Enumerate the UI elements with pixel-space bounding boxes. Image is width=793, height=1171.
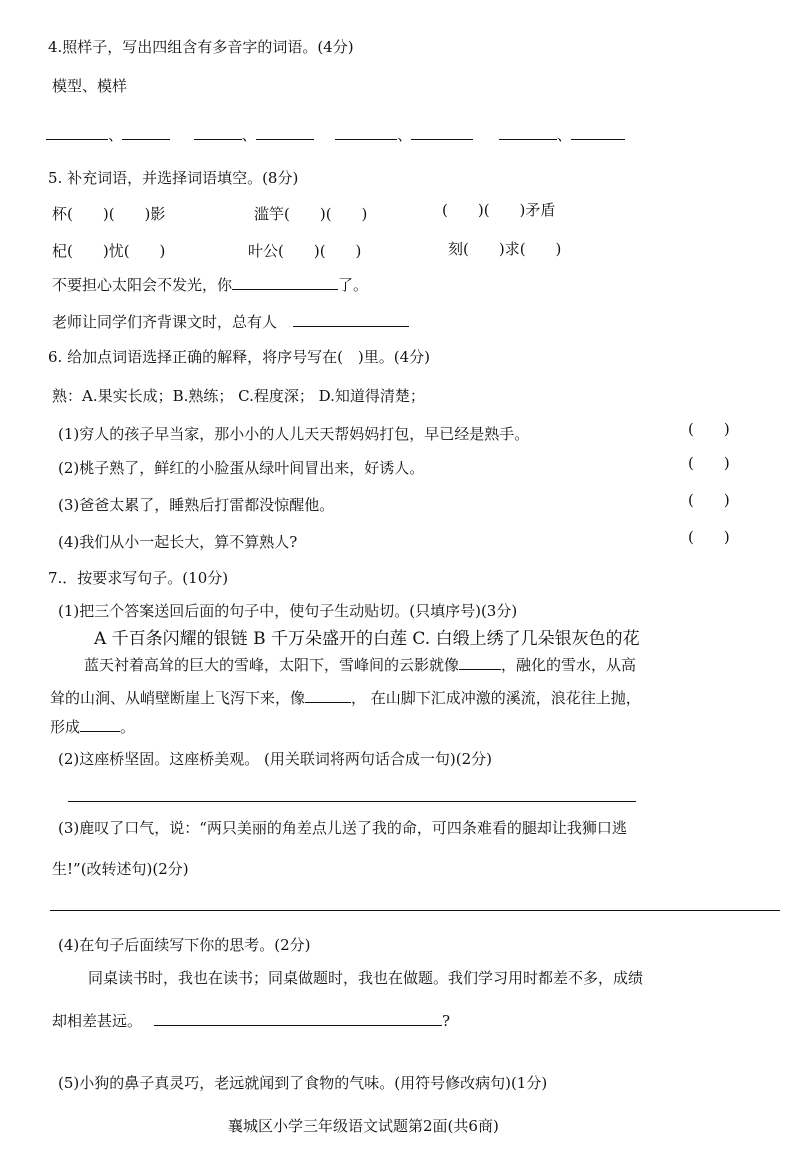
- idiom-3[interactable]: ( )( )矛盾: [442, 201, 556, 219]
- answer-blank[interactable]: [154, 1010, 442, 1026]
- q7-part4-line-1: 同桌读书时，我也在读书；同桌做题时，我也在做题。我们学习用时都差不多，成绩: [88, 969, 644, 987]
- q7-part5: (5)小狗的鼻子真灵巧，老远就闻到了食物的气味。(用符号修改病句)(1分): [58, 1074, 548, 1092]
- answer-blank[interactable]: [335, 124, 397, 140]
- q7-part1-title: (1)把三个答案送回后面的句子中，使句子生动贴切。(只填序号)(3分): [58, 602, 518, 620]
- q4-title: 4.照样子，写出四组含有多音字的词语。(4分): [48, 38, 354, 56]
- answer-blank[interactable]: [459, 654, 501, 670]
- answer-line-part3[interactable]: [50, 910, 780, 911]
- q6-answer-1[interactable]: ( ): [688, 420, 730, 438]
- idiom-5[interactable]: 叶公( )( ): [248, 242, 362, 260]
- idiom-2[interactable]: 滥竽( )( ): [254, 205, 368, 223]
- q6-title: 6. 给加点词语选择正确的解释，将序号写在( )里。(4分): [48, 348, 431, 366]
- q6-item-3: (3)爸爸太累了，睡熟后打雷都没惊醒他。: [58, 496, 335, 514]
- q7-part4-line-2: 却相差甚远。 ?: [52, 1012, 451, 1030]
- answer-blank[interactable]: [232, 274, 338, 290]
- answer-blank[interactable]: [411, 124, 473, 140]
- q7-part3-line-2: 生!”(改转述句)(2分): [52, 860, 189, 878]
- q6-item-4: (4)我们从小一起长大，算不算熟人?: [58, 533, 298, 551]
- q7-part3-line-1: (3)鹿叹了口气，说：“两只美丽的角差点儿送了我的命，可四条难看的腿却让我狮口逃: [58, 819, 627, 837]
- q6-answer-2[interactable]: ( ): [688, 454, 730, 472]
- page-footer: 襄城区小学三年级语文试题第2面(共6商): [228, 1117, 499, 1135]
- q7-part1-options: A 千百条闪耀的银链 B 千万朵盛开的白莲 C. 白缎上绣了几朵银灰色的花: [94, 629, 640, 649]
- q4-blanks: 、 、 、 、: [46, 124, 625, 145]
- answer-blank[interactable]: [80, 716, 120, 732]
- q5-sentence-1: 不要担心太阳会不发光，你 了。: [52, 276, 369, 294]
- q7-part1-line-1: 蓝天衬着高耸的巨大的雪峰，太阳下，雪峰间的云影就像 ，融化的雪水，从高: [84, 656, 637, 674]
- answer-blank[interactable]: [499, 124, 557, 140]
- answer-blank[interactable]: [46, 124, 108, 140]
- q6-options: 熟：A.果实长成；B.熟练； C.程度深； D.知道得清楚；: [52, 387, 425, 405]
- q7-part1-line-2: 耸的山涧、从峭壁断崖上飞泻下来，像 ， 在山脚下汇成冲激的溪流，浪花往上抛，: [50, 689, 641, 707]
- answer-blank[interactable]: [194, 124, 242, 140]
- q6-item-2: (2)桃子熟了，鲜红的小脸蛋从绿叶间冒出来，好诱人。: [58, 459, 425, 477]
- answer-blank[interactable]: [256, 124, 314, 140]
- q7-part2: (2)这座桥坚固。这座桥美观。 (用关联词将两句话合成一句)(2分): [58, 750, 492, 768]
- answer-blank[interactable]: [571, 124, 625, 140]
- q6-answer-4[interactable]: ( ): [688, 528, 730, 546]
- answer-line-part2[interactable]: [68, 801, 636, 802]
- q6-item-1: (1)穷人的孩子早当家，那小小的人儿天天帮妈妈打包，早已经是熟手。: [58, 425, 530, 443]
- idiom-4[interactable]: 杞( )忧( ): [52, 242, 166, 260]
- answer-blank[interactable]: [122, 124, 170, 140]
- q5-sentence-2: 老师让同学们齐背课文时，总有人: [52, 311, 409, 332]
- answer-blank[interactable]: [293, 311, 409, 327]
- q7-part4-title: (4)在句子后面续写下你的思考。(2分): [58, 936, 311, 954]
- idiom-6[interactable]: 刻( )求( ): [448, 240, 562, 258]
- q6-answer-3[interactable]: ( ): [688, 491, 730, 509]
- q4-example: 模型、模样: [52, 77, 128, 95]
- q7-title: 7.．按要求写句子。(10分): [48, 569, 229, 587]
- idiom-1[interactable]: 杯( )( )影: [52, 205, 166, 223]
- answer-blank[interactable]: [305, 687, 351, 703]
- q7-part1-line-3: 形成 。: [50, 718, 136, 736]
- q5-title: 5. 补充词语，并选择词语填空。(8分): [48, 169, 299, 187]
